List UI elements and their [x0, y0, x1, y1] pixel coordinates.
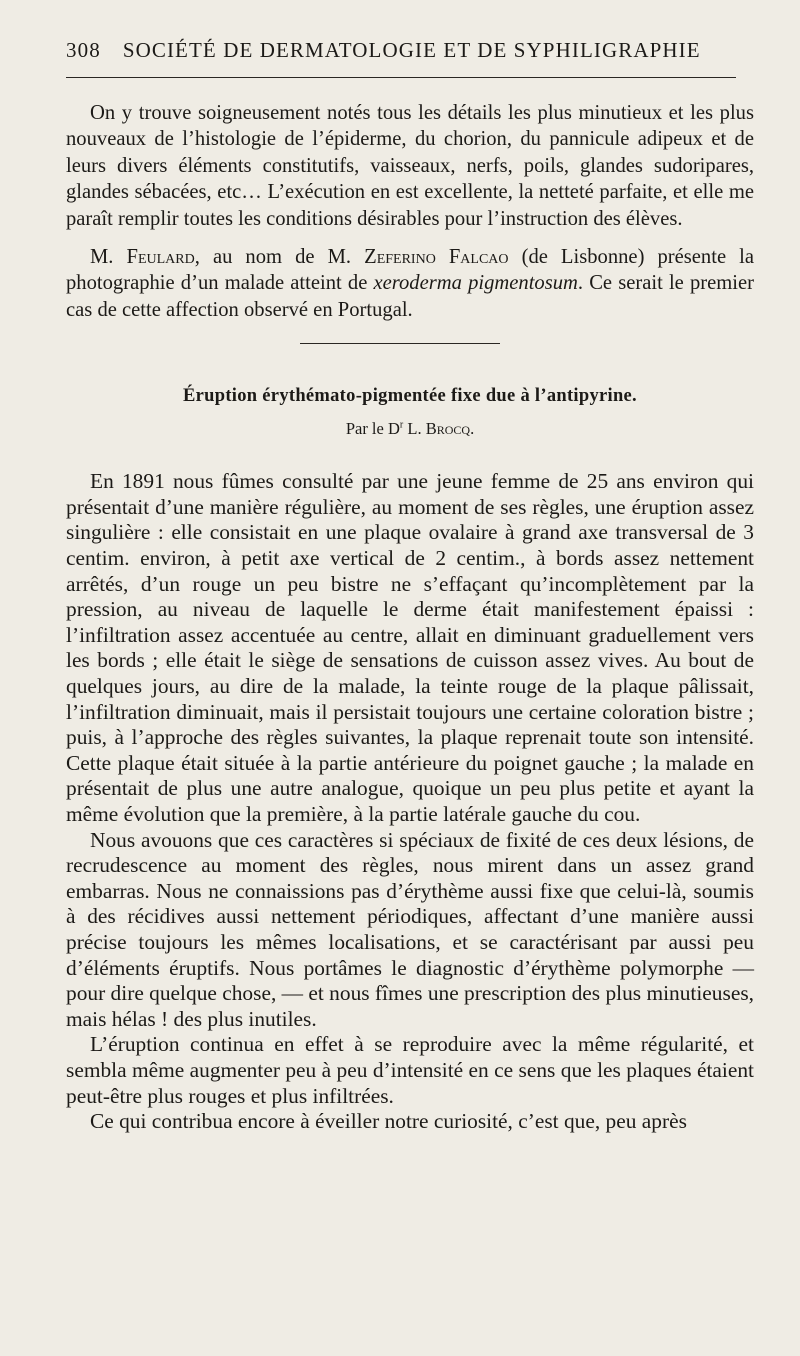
article-title: Éruption érythémato-pigmentée fixe due à l’antipyrine. [183, 386, 637, 407]
disease-name: xeroderma pigmentosum [373, 272, 578, 295]
presentation-note [66, 244, 754, 323]
article-paragraph: Nous avouons que ces caractères si spéciaux de fixité de ces deux lésions, de recrudescence au moment des règles, nous mirent dans un assez grand embarras. Nous ne connaissions pas d’érythème aussi fixe que celui-là, soumis à des récidives aussi nettement périodiques, affectant d’une manière aussi précise toujours les mêmes localisations, et se caractérisant par aussi peu d’éléments éruptifs. Nous portâmes le diagnostic d’érythème polymorphe — pour dire quelque chose, — et nous fîmes une prescription des plus minutieuses, mais hélas ! des plus inutiles. [66, 827, 754, 1031]
byline-superscript: r [399, 419, 404, 431]
article-body [66, 469, 754, 1134]
text-fragment: , au nom de M. [194, 246, 365, 269]
text-fragment: M. [90, 246, 127, 269]
presenter-name: Feulard [126, 246, 195, 269]
byline-prefix: Par le D [345, 419, 400, 439]
section-divider [300, 343, 500, 344]
intro-paragraph: On y trouve soigneusement notés tous les détails les plus minutieux et les plus nouveaux de l’histologie de l’épiderme, du chorion, du pannicule adipeux et de leurs divers éléments constitutifs, vaisseaux, nerfs, poils, glandes sudoripares, glandes sébacées, etc… L’exécution en est excellente, la netteté parfaite, et elle me paraît remplir toutes les conditions désirables pour l’instruction des élèves. [66, 102, 754, 230]
presentation-paragraph [66, 244, 754, 323]
article-paragraph: L’éruption continua en effet à se reproduire avec la même régularité, et sembla même augmenter peu à peu d’intensité en ce sens que les plaques étaient peut-être plus rouges et plus infiltrées. [66, 1032, 754, 1108]
article-paragraph: En 1891 nous fûmes consulté par une jeune femme de 25 ans environ qui présentait d’une manière régulière, au moment de ses règles, une éruption assez singulière : elle consistait en une plaque ovalaire à grand axe transversal de 3 centim. environ, à petit axe vertical de 2 centim., à bords assez nettement arrêtés, d’un rouge un peu bistre ne s’effaçant qu’incomplètement par la pression, au niveau de laquelle le derme était manifestement épaissi : l’infiltration assez accentuée au centre, allait en diminuant graduellement vers les bords ; elle était le siège de sensations de cuisson assez vives. Au bout de quelques jours, au dire de la malade, la teinte rouge de la plaque pâlissait, l’infiltration diminuait, mais il persistait toujours une certaine coloration bistre ; puis, à l’approche des règles suivantes, la plaque reprenait toute son intensité. Cette plaque était située à la partie antérieure du poignet gauche ; la malade en présentait de plus une autre analogue, quoique un peu plus petite et ayant la même évolution que la première, à la partie latérale gauche du cou. [66, 469, 754, 826]
byline-initial: L. [403, 419, 426, 439]
byline-author: Brocq [425, 419, 471, 439]
author-name: Zeferino Falcao [364, 246, 509, 269]
article-byline [66, 419, 754, 439]
page-number: 308 [66, 38, 101, 62]
text-fragment: (de Lisbonne) présente la photographie d’un malade atteint de [66, 246, 755, 295]
intro-section [66, 100, 754, 232]
text-fragment: . Ce serait le premier cas de cette affection observé en Portugal. [66, 272, 754, 321]
article-paragraph: Ce qui contribua encore à éveiller notre curiosité, c’est que, peu après [90, 1109, 687, 1134]
running-header [66, 38, 736, 78]
journal-title: SOCIÉTÉ DE DERMATOLOGIE ET DE SYPHILIGRAPHIE [122, 38, 701, 62]
byline-suffix: . [470, 419, 475, 439]
